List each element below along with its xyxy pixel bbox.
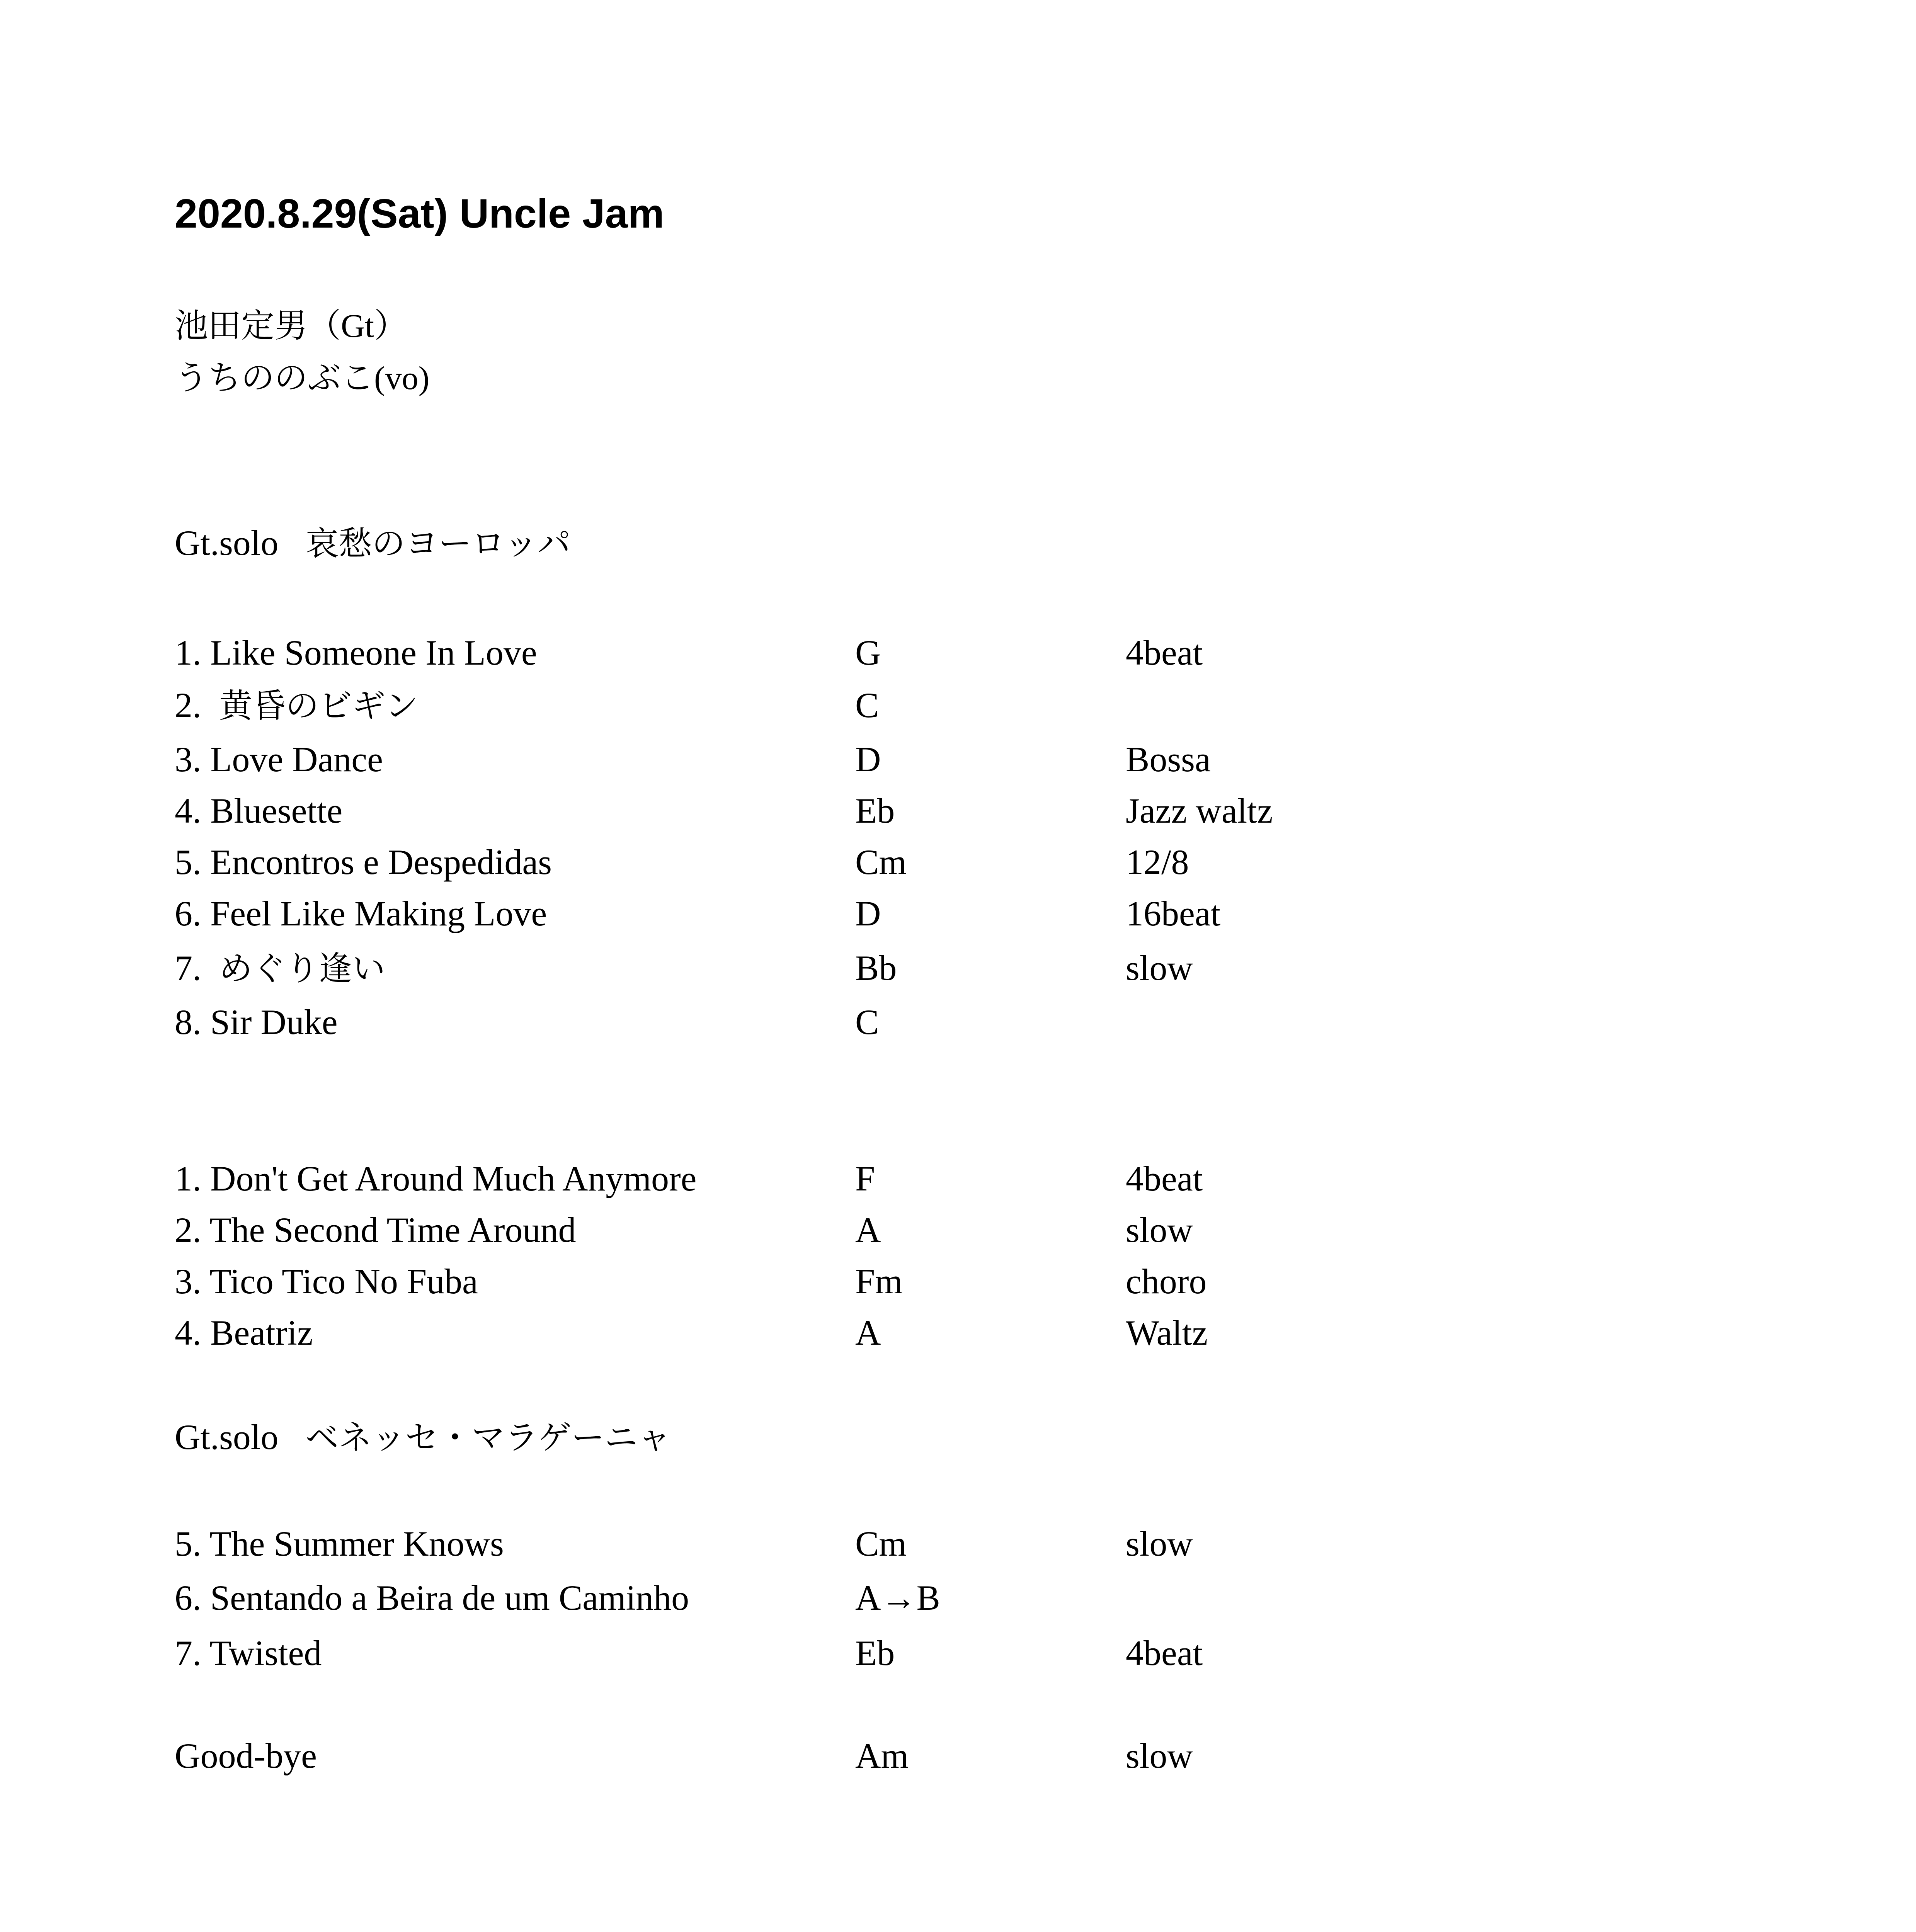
song-key: C xyxy=(855,1002,879,1042)
song-number: 8. xyxy=(175,1002,201,1042)
song-number: 5. xyxy=(175,1524,201,1563)
song-key: Cm xyxy=(855,842,907,882)
member-part: (vo) xyxy=(374,359,430,396)
song-style: slow xyxy=(1126,948,1193,988)
solo-piece: ベネッセ・マラゲーニャ xyxy=(305,1418,671,1457)
song-style: choro xyxy=(1126,1262,1207,1301)
song-key: Cm xyxy=(855,1524,907,1563)
song-title: めぐり逢い xyxy=(219,949,385,988)
song-title: Feel Like Making Love xyxy=(210,894,547,933)
song-title: Like Someone In Love xyxy=(210,633,537,672)
song-row xyxy=(175,947,1489,989)
song-row xyxy=(175,789,1489,832)
song-style: Waltz xyxy=(1126,1313,1208,1352)
song-row xyxy=(175,1632,1489,1674)
song-number: 3. xyxy=(175,1262,201,1301)
song-number: 2. xyxy=(175,1210,201,1250)
song-style: 4beat xyxy=(1126,1159,1203,1198)
song-title: Sir Duke xyxy=(210,1002,338,1042)
song-row xyxy=(175,1577,1489,1619)
song-title: Bluesette xyxy=(210,791,343,830)
member-name: 池田定男 xyxy=(175,306,308,345)
song-key: G xyxy=(855,633,881,672)
song-title: Don't Get Around Much Anymore xyxy=(210,1159,697,1198)
solo-label: Gt.solo xyxy=(175,523,279,563)
song-title: Good-bye xyxy=(175,1736,317,1776)
song-row xyxy=(175,1311,1489,1354)
song-row xyxy=(175,1522,1489,1565)
song-key: C xyxy=(855,685,879,725)
song-row xyxy=(175,738,1489,781)
solo-label: Gt.solo xyxy=(175,1417,279,1457)
song-style: 4beat xyxy=(1126,1633,1203,1673)
song-title: Sentando a Beira de um Caminho xyxy=(210,1578,689,1617)
song-key: Eb xyxy=(855,791,895,830)
page-title: 2020.8.29(Sat) Uncle Jam xyxy=(175,191,664,236)
song-key: A xyxy=(855,1210,881,1250)
song-number: 1. xyxy=(175,633,201,672)
song-row xyxy=(175,892,1489,935)
song-number: 5. xyxy=(175,842,201,882)
song-style: Bossa xyxy=(1126,740,1211,779)
guitar-solo-2 xyxy=(175,1416,1489,1458)
song-row xyxy=(175,1157,1489,1200)
song-title: The Summer Knows xyxy=(209,1524,504,1563)
song-style: 4beat xyxy=(1126,633,1203,672)
song-title: Love Dance xyxy=(210,740,383,779)
encore-row xyxy=(175,1735,1489,1777)
song-style: Jazz waltz xyxy=(1126,791,1273,830)
song-row xyxy=(175,631,1489,674)
song-style: 12/8 xyxy=(1126,842,1189,882)
song-number: 2. xyxy=(175,685,201,725)
member-vocal xyxy=(175,361,429,395)
song-number: 1. xyxy=(175,1159,201,1198)
song-style: slow xyxy=(1126,1524,1193,1563)
song-key: Bb xyxy=(855,948,897,988)
song-key: A xyxy=(855,1313,881,1352)
song-key: A→B xyxy=(855,1578,940,1617)
song-style: slow xyxy=(1126,1736,1193,1776)
song-number: 3. xyxy=(175,740,201,779)
song-title: Beatriz xyxy=(210,1313,313,1352)
member-part: （Gt） xyxy=(308,307,407,344)
song-key: Eb xyxy=(855,1633,895,1673)
song-row xyxy=(175,1260,1489,1303)
song-title: The Second Time Around xyxy=(209,1210,576,1250)
song-row xyxy=(175,684,1489,726)
song-title: Twisted xyxy=(209,1633,322,1673)
song-number: 7. xyxy=(175,1633,201,1673)
song-title: 黄昏のビギン xyxy=(219,687,419,725)
guitar-solo-1 xyxy=(175,522,1489,564)
solo-piece: 哀愁のヨーロッパ xyxy=(305,524,571,563)
member-name: うちののぶこ xyxy=(175,359,374,397)
song-title: Encontros e Despedidas xyxy=(210,842,552,882)
song-number: 7. xyxy=(175,948,201,988)
song-style: slow xyxy=(1126,1210,1193,1250)
song-key: D xyxy=(855,894,881,933)
song-number: 4. xyxy=(175,1313,201,1352)
song-number: 6. xyxy=(175,1578,201,1617)
song-key: F xyxy=(855,1159,875,1198)
song-key: Am xyxy=(855,1736,909,1776)
song-number: 4. xyxy=(175,791,201,830)
member-guitar xyxy=(175,306,407,345)
song-style: 16beat xyxy=(1126,894,1221,933)
song-key: Fm xyxy=(855,1262,903,1301)
song-number: 6. xyxy=(175,894,201,933)
song-row xyxy=(175,841,1489,883)
song-title: Tico Tico No Fuba xyxy=(209,1262,478,1301)
song-row xyxy=(175,1209,1489,1251)
song-row xyxy=(175,1001,1489,1043)
song-key: D xyxy=(855,740,881,779)
